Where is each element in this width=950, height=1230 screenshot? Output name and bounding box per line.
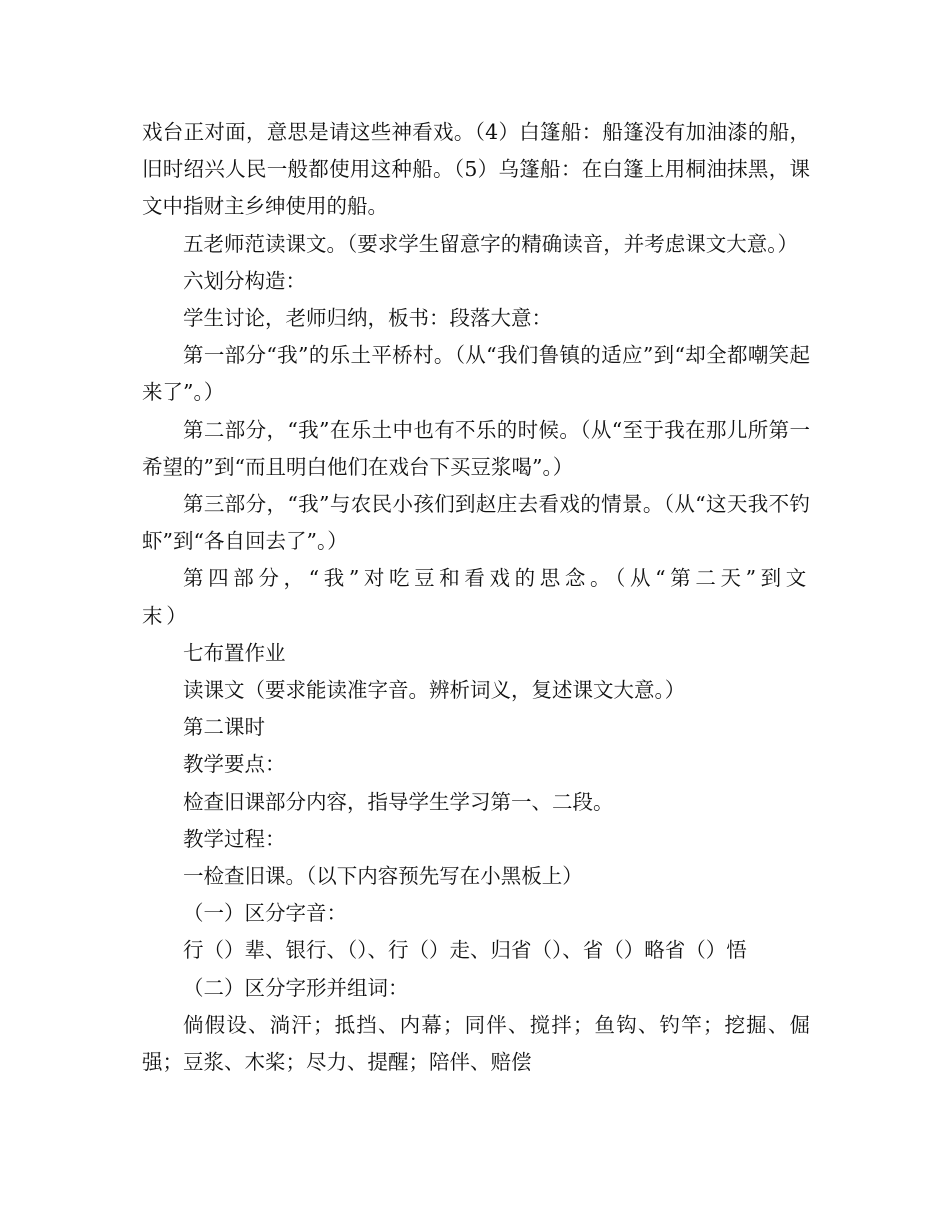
paragraph-8: 第四部分，“我”对吃豆和看戏的思念。（从“第二天”到文末）: [142, 566, 810, 628]
paragraph-18: （二）区分字形并组词：: [183, 975, 409, 1000]
paragraph-19: 倘假设、淌汗；抵挡、内幕；同伴、搅拌；鱼钩、钓竿；挖掘、倔强；豆浆、木桨；尽力、提醒；陪伴、赔偿: [142, 1012, 810, 1075]
paragraph-10: 读课文（要求能读准字音。辨析词义，复述课文大意。）: [183, 678, 686, 703]
paragraph-2: 五老师范读课文。（要求学生留意字的精确读音，并考虑课文大意。）: [183, 231, 798, 256]
paragraph-16: （一）区分字音：: [183, 901, 347, 926]
paragraph-3: 六划分构造：: [183, 268, 306, 293]
paragraph-7: 第三部分，“我”与农民小孩们到赵庄去看戏的情景。（从“这天我不钓虾”到“各自回去了”。）: [142, 492, 810, 554]
paragraph-14: 教学过程：: [183, 826, 286, 851]
paragraph-5: 第一部分“我”的乐土平桥村。（从“我们鲁镇的适应”到“却全都嘲笑起来了”。）: [142, 343, 810, 405]
paragraph-12: 教学要点：: [183, 752, 286, 777]
paragraph-15: 一检查旧课。（以下内容预先写在小黑板上）: [183, 864, 583, 889]
paragraph-11: 第二课时: [183, 715, 265, 740]
paragraph-6: 第二部分，“我”在乐土中也有不乐的时候。（从“至于我在那儿所第一希望的”到“而且明白他们在戏台下买豆浆喝”。）: [142, 417, 810, 479]
paragraph-17: 行（）辈、银行、（）、行（）走、归省（）、省（）略省（）悟: [183, 938, 747, 963]
paragraph-9: 七布置作业: [183, 640, 286, 665]
paragraph-13: 检查旧课部分内容，指导学生学习第一、二段。: [183, 789, 614, 814]
paragraph-1: 戏台正对面，意思是请这些神看戏。（4）白篷船：船篷没有加油漆的船，旧时绍兴人民一般都使用这种船。（5）乌篷船：在白篷上用桐油抹黑，课文中指财主乡绅使用的船。: [142, 120, 810, 219]
paragraph-4: 学生讨论，老师归纳，板书：段落大意：: [183, 306, 552, 331]
document-body: [142, 114, 810, 1081]
